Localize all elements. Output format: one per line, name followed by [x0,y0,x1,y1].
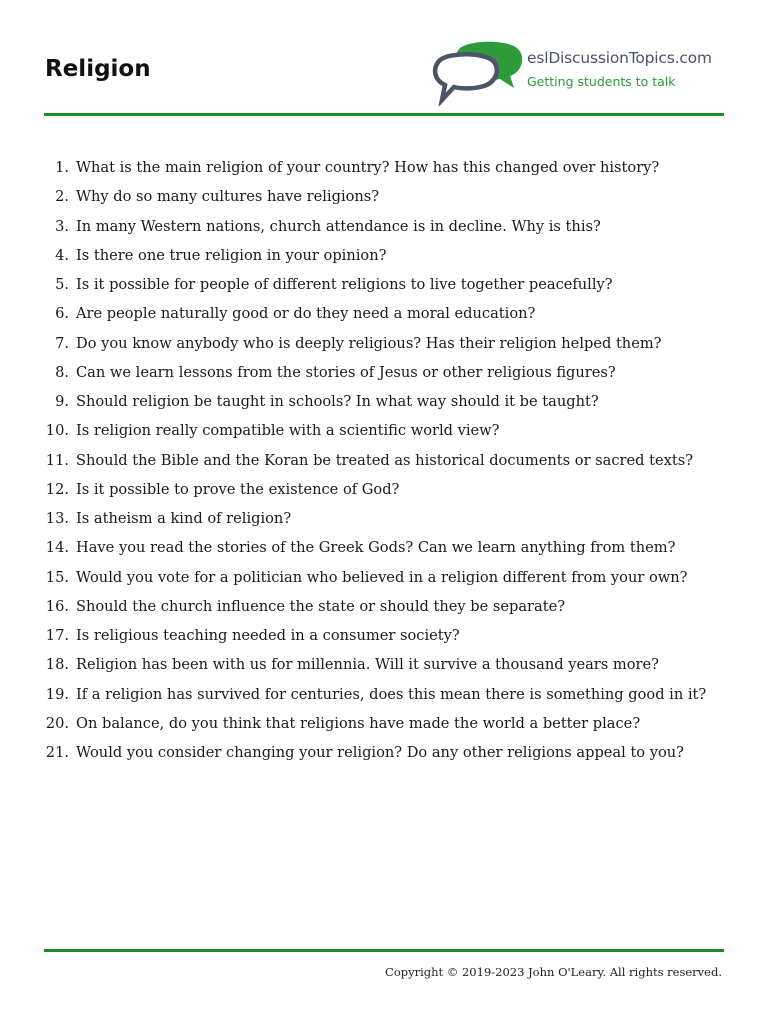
question-text: Would you vote for a politician who believed in a religion different from your own? [76,568,688,586]
question-text: Should religion be taught in schools? In what way should it be taught? [76,393,599,410]
question-item [44,270,734,299]
question-item [44,563,734,592]
question-text: Is it possible for people of different religions to live together peacefully? [76,276,613,293]
question-number: 11. [45,451,69,469]
question-number: 17. [45,627,69,644]
question-text: In many Western nations, church attendance is in decline. Why is this? [76,217,601,235]
logo-tagline: Getting students to talk [527,74,676,89]
question-text: What is the main religion of your country? How has this changed over history? [76,159,660,176]
question-number: 21. [45,744,69,761]
question-number: 8. [55,363,69,381]
question-number: 2. [55,188,69,206]
header-divider [44,113,724,116]
question-item [44,153,734,182]
question-item [44,241,734,270]
question-item [44,738,734,767]
question-number: 16. [45,597,69,615]
question-text: Is there one true religion in your opinion? [76,246,387,264]
question-item [44,416,734,445]
question-text: Religion has been with us for millennia. Will it survive a thousand years more? [76,656,659,674]
question-text: Is atheism a kind of religion? [76,510,292,527]
speech-bubbles-icon [430,40,526,106]
question-item [44,299,734,328]
site-logo [430,40,730,106]
question-number: 14. [45,539,69,557]
question-number: 12. [45,480,69,498]
question-item [44,182,734,211]
question-item [44,504,734,533]
question-text: If a religion has survived for centuries, does this mean there is something good in it? [76,685,707,703]
question-number: 13. [45,510,69,527]
question-number: 6. [55,305,69,323]
question-number: 20. [45,714,69,732]
logo-site-name: eslDiscussionTopics.com [527,49,712,67]
question-item [44,475,734,504]
footer-divider [44,949,724,952]
question-number: 18. [45,656,69,674]
question-text: Should the Bible and the Koran be treated as historical documents or sacred texts? [76,451,694,469]
question-number: 15. [45,568,69,586]
question-item [44,212,734,241]
question-text: Are people naturally good or do they need a moral education? [76,305,536,323]
question-list [44,153,734,767]
question-item [44,533,734,562]
question-number: 7. [55,334,69,352]
question-item [44,329,734,358]
question-item [44,592,734,621]
question-text: Do you know anybody who is deeply religious? Has their religion helped them? [76,334,662,352]
question-number: 9. [55,393,69,410]
question-item [44,358,734,387]
question-number: 3. [55,217,69,235]
question-item [44,680,734,709]
question-item [44,387,734,416]
question-number: 10. [45,422,69,440]
question-text: Is it possible to prove the existence of God? [76,480,400,498]
question-text: Can we learn lessons from the stories of Jesus or other religious figures? [76,363,616,381]
question-number: 5. [55,276,69,293]
question-text: Would you consider changing your religion? Do any other religions appeal to you? [76,744,684,761]
question-text: Have you read the stories of the Greek Gods? Can we learn anything from them? [76,539,676,557]
question-text: Is religious teaching needed in a consumer society? [76,627,460,644]
copyright-notice: Copyright © 2019-2023 John O'Leary. All rights reserved. [385,965,722,979]
question-item [44,446,734,475]
question-item [44,621,734,650]
question-text: Is religion really compatible with a scientific world view? [76,422,500,440]
question-item [44,709,734,738]
question-text: Should the church influence the state or should they be separate? [76,597,566,615]
question-number: 19. [45,685,69,703]
question-number: 4. [55,246,69,264]
question-text: Why do so many cultures have religions? [76,188,380,206]
question-number: 1. [55,159,69,176]
question-text: On balance, do you think that religions have made the world a better place? [76,714,641,732]
question-item [44,650,734,679]
page-title: Religion [45,56,151,82]
